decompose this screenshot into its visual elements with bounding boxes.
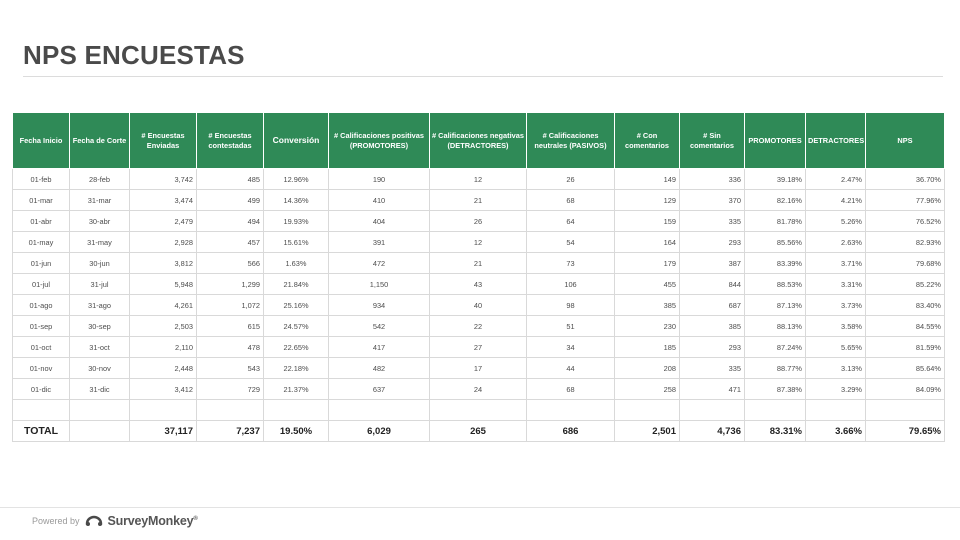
cell-sin-comentarios: 471 <box>680 379 745 400</box>
cell-negativas: 17 <box>430 358 527 379</box>
cell-detractores: 3.71% <box>806 253 866 274</box>
cell-conversion: 24.57% <box>264 316 329 337</box>
total-cell-con-comentarios: 2,501 <box>615 421 680 442</box>
cell-negativas: 21 <box>430 253 527 274</box>
cell-contestadas: 478 <box>197 337 264 358</box>
cell-enviadas: 3,474 <box>130 190 197 211</box>
table-row <box>13 211 945 232</box>
empty-row <box>13 400 945 421</box>
cell-sin-comentarios: 293 <box>680 337 745 358</box>
empty-cell <box>527 400 615 421</box>
footer-divider <box>0 507 960 508</box>
cell-con-comentarios: 385 <box>615 295 680 316</box>
cell-detractores: 5.26% <box>806 211 866 232</box>
empty-cell <box>866 400 945 421</box>
empty-cell <box>130 400 197 421</box>
cell-detractores: 3.58% <box>806 316 866 337</box>
table-row <box>13 274 945 295</box>
cell-positivas: 1,150 <box>329 274 430 295</box>
cell-contestadas: 485 <box>197 169 264 190</box>
cell-enviadas: 3,812 <box>130 253 197 274</box>
cell-neutrales: 73 <box>527 253 615 274</box>
cell-enviadas: 5,948 <box>130 274 197 295</box>
cell-promotores: 88.13% <box>745 316 806 337</box>
cell-contestadas: 457 <box>197 232 264 253</box>
table-row <box>13 358 945 379</box>
cell-promotores: 39.18% <box>745 169 806 190</box>
cell-sin-comentarios: 687 <box>680 295 745 316</box>
cell-nps: 79.68% <box>866 253 945 274</box>
cell-promotores: 81.78% <box>745 211 806 232</box>
cell-enviadas: 3,412 <box>130 379 197 400</box>
cell-promotores: 83.39% <box>745 253 806 274</box>
cell-fecha-inicio: 01-abr <box>13 211 70 232</box>
cell-contestadas: 566 <box>197 253 264 274</box>
cell-fecha-inicio: 01-may <box>13 232 70 253</box>
empty-cell <box>70 400 130 421</box>
cell-sin-comentarios: 336 <box>680 169 745 190</box>
cell-fecha-inicio: 01-nov <box>13 358 70 379</box>
cell-negativas: 24 <box>430 379 527 400</box>
cell-neutrales: 106 <box>527 274 615 295</box>
table-row <box>13 253 945 274</box>
cell-fecha-inicio: 01-jul <box>13 274 70 295</box>
cell-positivas: 482 <box>329 358 430 379</box>
cell-sin-comentarios: 385 <box>680 316 745 337</box>
cell-fecha-corte: 30-jun <box>70 253 130 274</box>
col-header-contestadas: # Encuestas contestadas <box>197 113 264 169</box>
cell-con-comentarios: 208 <box>615 358 680 379</box>
cell-negativas: 27 <box>430 337 527 358</box>
cell-enviadas: 4,261 <box>130 295 197 316</box>
cell-conversion: 15.61% <box>264 232 329 253</box>
cell-detractores: 2.63% <box>806 232 866 253</box>
cell-con-comentarios: 258 <box>615 379 680 400</box>
cell-enviadas: 2,110 <box>130 337 197 358</box>
cell-promotores: 87.13% <box>745 295 806 316</box>
col-header-detractores: DETRACTORES <box>806 113 866 169</box>
col-header-promotores: PROMOTORES <box>745 113 806 169</box>
cell-con-comentarios: 159 <box>615 211 680 232</box>
cell-neutrales: 68 <box>527 379 615 400</box>
col-header-sin-comentarios: # Sin comentarios <box>680 113 745 169</box>
total-cell-fecha-corte <box>70 421 130 442</box>
col-header-negativas: # Calificaciones negativas (DETRACTORES) <box>430 113 527 169</box>
table-row <box>13 295 945 316</box>
col-header-con-comentarios: # Con comentarios <box>615 113 680 169</box>
cell-fecha-corte: 30-nov <box>70 358 130 379</box>
cell-neutrales: 34 <box>527 337 615 358</box>
cell-fecha-inicio: 01-mar <box>13 190 70 211</box>
cell-contestadas: 499 <box>197 190 264 211</box>
col-header-neutrales: # Calificaciones neutrales (PASIVOS) <box>527 113 615 169</box>
cell-neutrales: 26 <box>527 169 615 190</box>
table-header-row <box>13 113 945 169</box>
cell-fecha-corte: 31-ago <box>70 295 130 316</box>
cell-conversion: 19.93% <box>264 211 329 232</box>
cell-fecha-inicio: 01-ago <box>13 295 70 316</box>
cell-nps: 85.22% <box>866 274 945 295</box>
cell-conversion: 12.96% <box>264 169 329 190</box>
empty-cell <box>806 400 866 421</box>
cell-con-comentarios: 455 <box>615 274 680 295</box>
table-row <box>13 337 945 358</box>
cell-con-comentarios: 179 <box>615 253 680 274</box>
cell-neutrales: 51 <box>527 316 615 337</box>
cell-positivas: 404 <box>329 211 430 232</box>
cell-detractores: 5.65% <box>806 337 866 358</box>
cell-sin-comentarios: 844 <box>680 274 745 295</box>
empty-cell <box>264 400 329 421</box>
table-row <box>13 379 945 400</box>
cell-conversion: 14.36% <box>264 190 329 211</box>
cell-neutrales: 54 <box>527 232 615 253</box>
cell-fecha-corte: 30-abr <box>70 211 130 232</box>
cell-con-comentarios: 164 <box>615 232 680 253</box>
cell-fecha-corte: 31-oct <box>70 337 130 358</box>
empty-cell <box>430 400 527 421</box>
cell-contestadas: 1,072 <box>197 295 264 316</box>
cell-enviadas: 2,928 <box>130 232 197 253</box>
cell-promotores: 87.38% <box>745 379 806 400</box>
cell-fecha-corte: 30-sep <box>70 316 130 337</box>
empty-cell <box>680 400 745 421</box>
cell-conversion: 21.84% <box>264 274 329 295</box>
col-header-nps: NPS <box>866 113 945 169</box>
cell-enviadas: 2,479 <box>130 211 197 232</box>
cell-nps: 84.09% <box>866 379 945 400</box>
cell-positivas: 472 <box>329 253 430 274</box>
cell-fecha-corte: 31-jul <box>70 274 130 295</box>
total-cell-nps: 79.65% <box>866 421 945 442</box>
total-cell-sin-comentarios: 4,736 <box>680 421 745 442</box>
footer <box>32 514 198 528</box>
cell-negativas: 12 <box>430 232 527 253</box>
cell-detractores: 3.31% <box>806 274 866 295</box>
table-row <box>13 169 945 190</box>
cell-neutrales: 64 <box>527 211 615 232</box>
nps-table <box>12 112 945 442</box>
cell-contestadas: 494 <box>197 211 264 232</box>
cell-conversion: 21.37% <box>264 379 329 400</box>
col-header-positivas: # Calificaciones positivas (PROMOTORES) <box>329 113 430 169</box>
cell-contestadas: 729 <box>197 379 264 400</box>
cell-detractores: 3.73% <box>806 295 866 316</box>
cell-negativas: 22 <box>430 316 527 337</box>
cell-sin-comentarios: 370 <box>680 190 745 211</box>
cell-negativas: 40 <box>430 295 527 316</box>
cell-nps: 85.64% <box>866 358 945 379</box>
cell-negativas: 26 <box>430 211 527 232</box>
cell-negativas: 21 <box>430 190 527 211</box>
cell-con-comentarios: 185 <box>615 337 680 358</box>
cell-detractores: 2.47% <box>806 169 866 190</box>
cell-enviadas: 3,742 <box>130 169 197 190</box>
table-row <box>13 232 945 253</box>
empty-cell <box>197 400 264 421</box>
surveymonkey-brand: SurveyMonkey® <box>107 514 198 528</box>
cell-promotores: 82.16% <box>745 190 806 211</box>
cell-con-comentarios: 230 <box>615 316 680 337</box>
cell-positivas: 410 <box>329 190 430 211</box>
cell-con-comentarios: 149 <box>615 169 680 190</box>
cell-conversion: 25.16% <box>264 295 329 316</box>
cell-negativas: 12 <box>430 169 527 190</box>
cell-positivas: 417 <box>329 337 430 358</box>
cell-promotores: 85.56% <box>745 232 806 253</box>
cell-fecha-corte: 28-feb <box>70 169 130 190</box>
cell-positivas: 637 <box>329 379 430 400</box>
cell-contestadas: 543 <box>197 358 264 379</box>
cell-fecha-inicio: 01-sep <box>13 316 70 337</box>
cell-nps: 83.40% <box>866 295 945 316</box>
surveymonkey-logo-icon <box>85 515 103 527</box>
cell-positivas: 391 <box>329 232 430 253</box>
total-cell-positivas: 6,029 <box>329 421 430 442</box>
cell-fecha-corte: 31-dic <box>70 379 130 400</box>
total-cell-conversion: 19.50% <box>264 421 329 442</box>
col-header-conversion: Conversión <box>264 113 329 169</box>
cell-sin-comentarios: 293 <box>680 232 745 253</box>
table-row <box>13 190 945 211</box>
cell-sin-comentarios: 335 <box>680 211 745 232</box>
cell-contestadas: 1,299 <box>197 274 264 295</box>
cell-nps: 81.59% <box>866 337 945 358</box>
cell-enviadas: 2,448 <box>130 358 197 379</box>
cell-fecha-corte: 31-mar <box>70 190 130 211</box>
cell-detractores: 3.13% <box>806 358 866 379</box>
cell-con-comentarios: 129 <box>615 190 680 211</box>
cell-fecha-inicio: 01-oct <box>13 337 70 358</box>
cell-enviadas: 2,503 <box>130 316 197 337</box>
cell-neutrales: 44 <box>527 358 615 379</box>
cell-nps: 76.52% <box>866 211 945 232</box>
cell-neutrales: 98 <box>527 295 615 316</box>
col-header-enviadas: # Encuestas Enviadas <box>130 113 197 169</box>
cell-positivas: 934 <box>329 295 430 316</box>
empty-cell <box>13 400 70 421</box>
cell-promotores: 87.24% <box>745 337 806 358</box>
cell-promotores: 88.77% <box>745 358 806 379</box>
cell-negativas: 43 <box>430 274 527 295</box>
cell-contestadas: 615 <box>197 316 264 337</box>
powered-by-text: Powered by <box>32 516 80 526</box>
cell-sin-comentarios: 387 <box>680 253 745 274</box>
total-cell-promotores: 83.31% <box>745 421 806 442</box>
cell-detractores: 4.21% <box>806 190 866 211</box>
cell-nps: 77.96% <box>866 190 945 211</box>
cell-detractores: 3.29% <box>806 379 866 400</box>
cell-fecha-corte: 31-may <box>70 232 130 253</box>
total-cell-detractores: 3.66% <box>806 421 866 442</box>
total-cell-fecha-inicio: TOTAL <box>13 421 70 442</box>
total-cell-negativas: 265 <box>430 421 527 442</box>
empty-cell <box>745 400 806 421</box>
table-row <box>13 316 945 337</box>
cell-conversion: 22.18% <box>264 358 329 379</box>
cell-promotores: 88.53% <box>745 274 806 295</box>
cell-sin-comentarios: 335 <box>680 358 745 379</box>
cell-fecha-inicio: 01-jun <box>13 253 70 274</box>
cell-nps: 84.55% <box>866 316 945 337</box>
col-header-fecha-inicio: Fecha Inicio <box>13 113 70 169</box>
cell-nps: 36.70% <box>866 169 945 190</box>
cell-positivas: 190 <box>329 169 430 190</box>
cell-nps: 82.93% <box>866 232 945 253</box>
cell-neutrales: 68 <box>527 190 615 211</box>
total-cell-contestadas: 7,237 <box>197 421 264 442</box>
cell-conversion: 22.65% <box>264 337 329 358</box>
empty-cell <box>329 400 430 421</box>
col-header-fecha-corte: Fecha de Corte <box>70 113 130 169</box>
total-cell-enviadas: 37,117 <box>130 421 197 442</box>
cell-positivas: 542 <box>329 316 430 337</box>
total-cell-neutrales: 686 <box>527 421 615 442</box>
empty-cell <box>615 400 680 421</box>
page-title: NPS ENCUESTAS <box>23 40 245 70</box>
cell-fecha-inicio: 01-feb <box>13 169 70 190</box>
total-row <box>13 421 945 442</box>
cell-fecha-inicio: 01-dic <box>13 379 70 400</box>
cell-conversion: 1.63% <box>264 253 329 274</box>
title-divider <box>23 76 943 77</box>
